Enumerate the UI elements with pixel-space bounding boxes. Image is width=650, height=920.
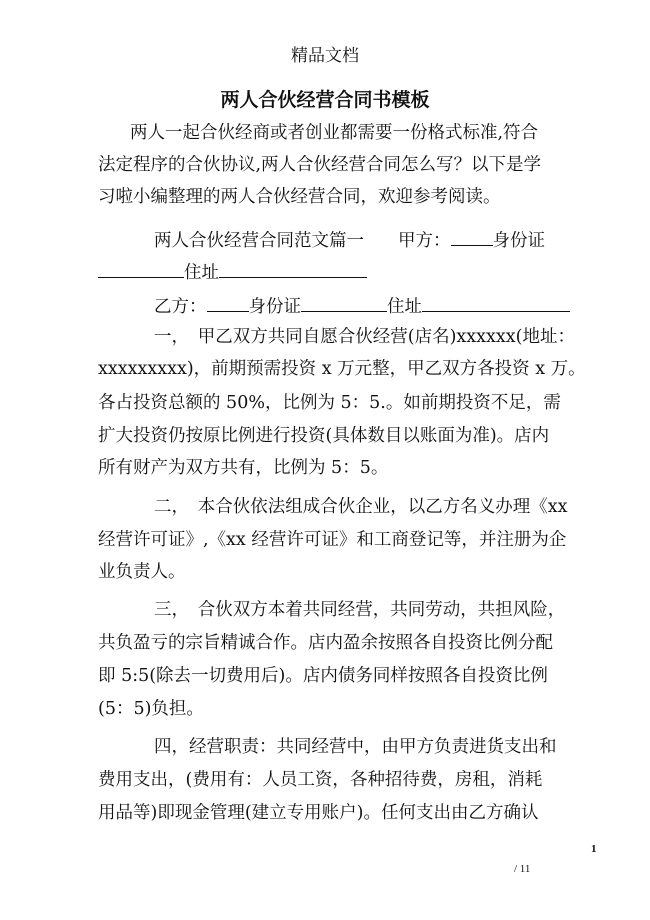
clause-1-line-4: 扩大投资仍按原比例进行投资(具体数目以账面为准)。店内 [98,426,550,446]
party-b-address-label: 住址 [387,297,422,317]
clause-2-line-2: 经营许可证》,《xx 经营许可证》和工商登记等，并注册为企 [98,530,567,550]
clause-3-line-1: 三， 合伙双方本着共同经营，共同劳动，共担风险， [154,600,566,620]
page-number: 1 [591,843,597,855]
intro-line-1: 两人一起合伙经商或者创业都需要一份格式标准,符合 [130,123,539,143]
party-a-label: 甲方： [398,231,451,251]
intro-line-3: 习啦小编整理的两人合伙经营合同，欢迎参考阅读。 [98,187,501,207]
party-a-id-label: 身份证 [492,231,545,251]
party-b-address-blank [422,291,570,312]
clause-4-line-3: 用品等)即现金管理(建立专用账户)。任何支出由乙方确认 [98,803,539,823]
clause-2-line-1: 二， 本合伙依法组成合伙企业，以乙方名义办理《xx [154,497,568,517]
clause-1-line-5: 所有财产为双方共有，比例为 5：5。 [98,458,389,478]
clause-3-line-4: (5：5)负担。 [98,699,204,719]
page-total: / 11 [514,863,531,875]
party-b-id-blank [301,291,387,312]
clause-1-line-2: xxxxxxxxx)，前期预需投资 x 万元整，甲乙双方各投资 x 万。 [98,359,586,379]
party-b-label: 乙方： [154,297,207,317]
parties-heading-line [154,225,554,253]
party-b-id-label: 身份证 [248,297,301,317]
party-a-address-label: 住址 [184,263,219,283]
party-a-name-blank [451,225,493,246]
parties-heading: 两人合伙经营合同范文篇一 [154,231,364,251]
party-a-id-blank [98,257,184,278]
clause-3-line-3: 即 5:5(除去一切费用后)。店内债务同样按照各自投资比例 [98,666,548,686]
party-a-address-line [98,257,553,285]
clause-1-line-3: 各占投资总额的 50%，比例为 5：5.。如前期投资不足，需 [98,393,561,413]
party-b-name-blank [207,291,249,312]
party-b-line [154,291,574,319]
clause-3-line-2: 共负盈亏的宗旨精诚合作。店内盈余按照各自投资比例分配 [98,633,553,653]
page-header: 精品文档 [291,46,359,66]
document-title: 两人合伙经营合同书模板 [220,89,430,111]
clause-4-line-1: 四，经营职责：共同经营中，由甲方负责进货支出和 [154,737,557,757]
intro-line-2: 法定程序的合伙协议,两人合伙经营合同怎么写？以下是学 [98,155,542,175]
clause-1-line-1: 一， 甲乙双方共同自愿合伙经营(店名)xxxxxx(地址： [154,327,575,347]
clause-4-line-2: 费用支出，(费用有：人员工资，各种招待费，房租，消耗 [98,770,543,790]
clause-2-line-3: 业负责人。 [98,562,186,582]
party-a-address-blank [219,257,367,278]
